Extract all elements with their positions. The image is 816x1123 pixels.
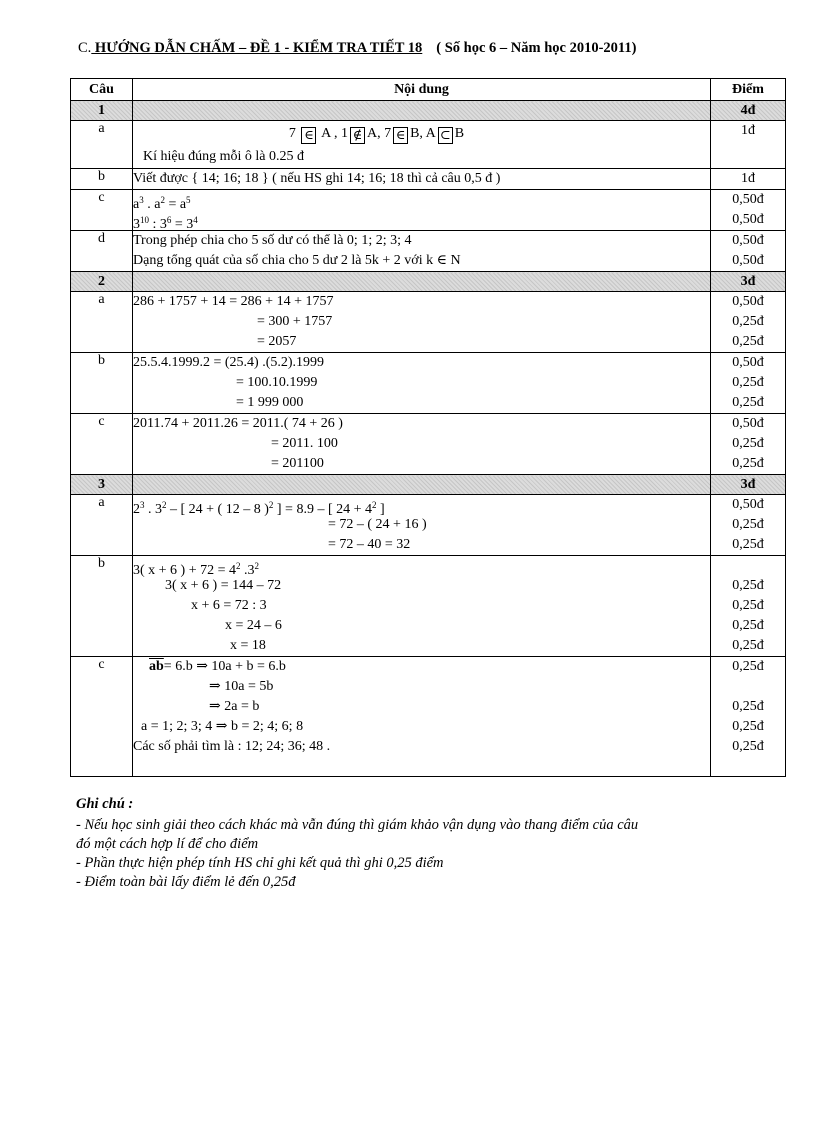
section-row-3 <box>71 475 786 495</box>
table-row <box>71 414 786 475</box>
row-content: $a^3$ . $a^2 = a^5$ $3^{10}$ : $3^6 = 3^4$ <box>133 190 711 231</box>
row-label: c <box>71 657 133 777</box>
section-total: 4đ <box>711 101 786 121</box>
section-content <box>133 101 711 121</box>
symbols-line: 7 ∈ A , 1 ∉ A, 7 ∈ B, A ⊂ B <box>288 126 465 142</box>
row-points: 0,50đ 0,25đ 0,25đ <box>711 353 786 414</box>
section-row-1 <box>71 101 786 121</box>
row-label: a <box>71 292 133 353</box>
notes-heading: Ghi chú : <box>76 796 134 812</box>
section-label: 3 <box>71 475 133 495</box>
table-row <box>71 292 786 353</box>
row-points: 1đ <box>711 169 786 190</box>
page-title <box>78 40 636 57</box>
row-content: 286 + 1757 + 14 = 286 + 14 + 1757 = 300 + 1757 = 2057 <box>133 292 711 353</box>
row-content: Trong phép chia cho 5 số dư có thể là 0; 1; 2; 3; 4 Dạng tổng quát của số chia cho 5 dư 2 là 5k + 2 với k ∈ N <box>133 231 711 272</box>
overline-number: $\overline{ab}$ <box>149 659 164 674</box>
header-noi-dung: Nội dung <box>133 79 711 101</box>
row-label: c <box>71 414 133 475</box>
row-label: a <box>71 121 133 169</box>
title-prefix: C. <box>78 40 92 56</box>
answer-box: ∉ <box>350 127 365 144</box>
answer-box: ∈ <box>301 127 316 144</box>
row-content: 2011.74 + 2011.26 = 2011.( 74 + 26 ) = 2011. 100 = 201100 <box>133 414 711 475</box>
row-content <box>133 121 711 169</box>
section-total: 3đ <box>711 475 786 495</box>
row-content: $\overline{ab}= 6.b$ ⇒ 10a + b = 6.b ⇒ 10a = 5b ⇒ 2a = b a = 1; 2; 3; 4 ⇒ b = 2; 4; 6; 8 Các số phải tìm là : 12; 24; 36; 48 . <box>133 657 711 777</box>
row-content: Viết được { 14; 16; 18 } ( nếu HS ghi 14; 16; 18 thì cả câu 0,5 đ ) <box>133 169 711 190</box>
note-line: đó một cách hợp lí để cho điểm <box>76 836 259 852</box>
section-label: 1 <box>71 101 133 121</box>
row-points: 0,50đ 0,25đ 0,25đ <box>711 414 786 475</box>
row-points: 0,50đ 0,50đ <box>711 190 786 231</box>
table-row <box>71 657 786 777</box>
row-points: 0,25đ 0,25đ 0,25đ 0,25đ <box>711 657 786 777</box>
row-label: b <box>71 169 133 190</box>
row-label: b <box>71 353 133 414</box>
row-content: $2^3$ . $3^2$ – [ 24 + ( 12 – 8 )$^2$ ] = 8.9 – [ $24 + 4^2$ ] = 72 – ( 24 + 16 ) = 72 – 40 = 32 <box>133 495 711 556</box>
row-points: 0,25đ 0,25đ 0,25đ 0,25đ <box>711 556 786 657</box>
header-diem: Điểm <box>711 79 786 101</box>
table-row <box>71 121 786 169</box>
table-row <box>71 353 786 414</box>
note-line: - Điểm toàn bài lấy điểm lẻ đến 0,25đ <box>76 874 296 890</box>
grading-table <box>70 78 786 777</box>
title-main: HƯỚNG DẪN CHẤM – ĐỀ 1 - KIỂM TRA TIẾT 18 <box>91 40 423 56</box>
section-row-2 <box>71 272 786 292</box>
table-row <box>71 169 786 190</box>
answer-box: ⊂ <box>438 127 453 144</box>
section-content <box>133 272 711 292</box>
row-points: 0,50đ 0,50đ <box>711 231 786 272</box>
table-row <box>71 495 786 556</box>
row-label: d <box>71 231 133 272</box>
title-year: ( Số học 6 – Năm học 2010-2011) <box>436 40 637 56</box>
section-content <box>133 475 711 495</box>
row-label: a <box>71 495 133 556</box>
notes-section <box>76 795 638 892</box>
row-points: 0,50đ 0,25đ 0,25đ <box>711 495 786 556</box>
note-line: - Nếu học sinh giải theo cách khác mà vẫn đúng thì giám khảo vận dụng vào thang điểm của câu <box>76 817 639 833</box>
content-line: Kí hiệu đúng mỗi ô là 0.25 đ <box>143 149 304 164</box>
answer-box: ∈ <box>393 127 408 144</box>
header-cau: Câu <box>71 79 133 101</box>
row-label: b <box>71 556 133 657</box>
note-line: - Phần thực hiện phép tính HS chỉ ghi kết quả thì ghi 0,25 điểm <box>76 855 444 871</box>
section-total: 3đ <box>711 272 786 292</box>
table-row <box>71 190 786 231</box>
table-row <box>71 556 786 657</box>
row-content: 3( x + 6 ) + $72 = 4^2$ $.3^2$ 3( x + 6 ) = 144 – 72 x + 6 = 72 : 3 x = 24 – 6 x = 18 <box>133 556 711 657</box>
header-row <box>71 79 786 101</box>
row-label: c <box>71 190 133 231</box>
section-label: 2 <box>71 272 133 292</box>
row-points: 0,50đ 0,25đ 0,25đ <box>711 292 786 353</box>
row-content: 25.5.4.1999.2 = (25.4) .(5.2).1999 = 100.10.1999 = 1 999 000 <box>133 353 711 414</box>
table-row <box>71 231 786 272</box>
row-points: 1đ <box>711 121 786 169</box>
